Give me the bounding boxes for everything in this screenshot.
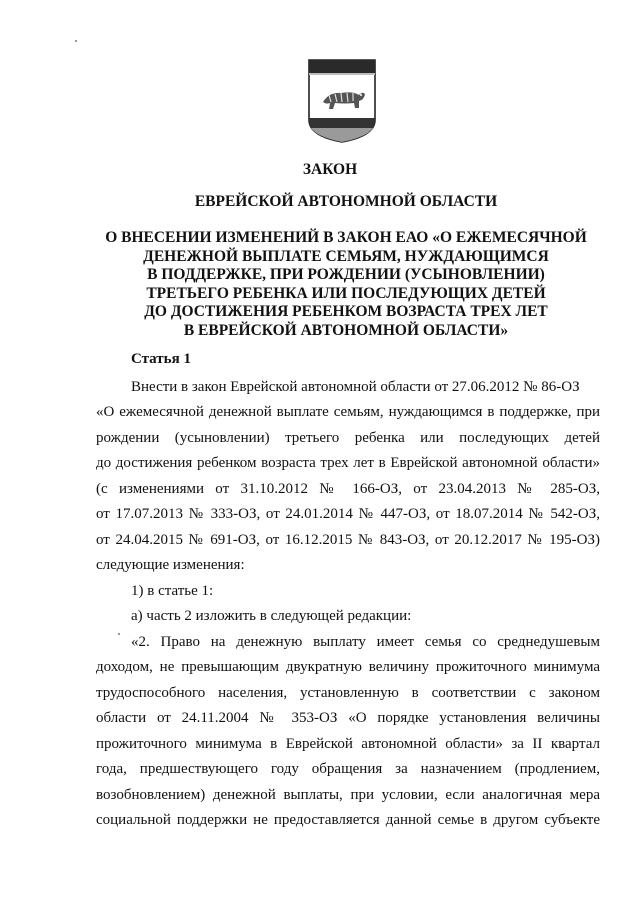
body-line: «О ежемесячной денежной выплате семьям, нуждающимся в поддержке, при [96, 404, 600, 420]
body-line: 1) в статье 1: [131, 583, 214, 599]
body-line: следующие изменения: [96, 557, 245, 573]
law-title-line: В ПОДДЕРЖКЕ, ПРИ РОЖДЕНИИ (УСЫНОВЛЕНИИ) [147, 266, 545, 284]
law-title-line: О ВНЕСЕНИИ ИЗМЕНЕНИЙ В ЗАКОН ЕАО «О ЕЖЕМЕСЯЧНОЙ [105, 229, 587, 246]
article-heading: Статья 1 [131, 351, 191, 367]
law-title [26, 229, 640, 341]
body-line: «2. Право на денежную выплату имеет семья со среднедушевым [131, 634, 600, 650]
body-line: Внести в закон Еврейской автономной области от 27.06.2012 № 86-ОЗ [131, 379, 580, 395]
body-line: года, предшествующего году обращения за назначением (продлением, [96, 761, 600, 777]
body-line: а) часть 2 изложить в следующей редакции: [131, 608, 412, 624]
body-line: от 17.07.2013 № 333-ОЗ, от 24.01.2014 № 447-ОЗ, от 18.07.2014 № 542-ОЗ, [96, 506, 600, 522]
scan-speck [75, 40, 77, 42]
body-line: трудоспособного населения, установленную в соответствии с законом [96, 685, 600, 701]
region-heading: ЕВРЕЙСКОЙ АВТОНОМНОЙ ОБЛАСТИ [194, 193, 498, 210]
body-line: (с изменениями от 31.10.2012 № 166-ОЗ, от 23.04.2013 № 285-ОЗ, [96, 481, 600, 497]
coat-of-arms-emblem [307, 58, 377, 144]
body-line: возобновлением) денежной выплаты, при условии, если аналогичная мера [96, 787, 600, 803]
scan-speck [118, 633, 120, 635]
document-type-heading: ЗАКОН [302, 161, 358, 178]
law-title-line: В ЕВРЕЙСКОЙ АВТОНОМНОЙ ОБЛАСТИ» [183, 321, 509, 339]
law-title-line: ТРЕТЬЕГО РЕБЕНКА ИЛИ ПОСЛЕДУЮЩИХ ДЕТЕЙ [146, 284, 546, 302]
body-line: от 24.04.2015 № 691-ОЗ, от 16.12.2015 № 843-ОЗ, от 20.12.2017 № 195-ОЗ) [96, 532, 600, 548]
body-line: доходом, не превышающим двукратную величину прожиточного минимума [96, 659, 600, 675]
law-title-line: ДЕНЕЖНОЙ ВЫПЛАТЕ СЕМЬЯМ, НУЖДАЮЩИМСЯ [143, 247, 549, 265]
law-title-line: ДО ДОСТИЖЕНИЯ РЕБЕНКОМ ВОЗРАСТА ТРЕХ ЛЕТ [144, 303, 548, 321]
body-line: прожиточного минимума в Еврейской автономной области» за II квартал [96, 736, 600, 752]
body-line: социальной поддержки не предоставляется данной семье в другом субъекте [96, 812, 600, 828]
body-line: рождении (усыновлении) третьего ребенка или последующих детей [96, 430, 600, 446]
body-line: до достижения ребенком возраста трех лет в Еврейской автономной области» [96, 455, 600, 471]
body-line: области от 24.11.2004 № 353-ОЗ «О порядке установления величины [96, 710, 600, 726]
